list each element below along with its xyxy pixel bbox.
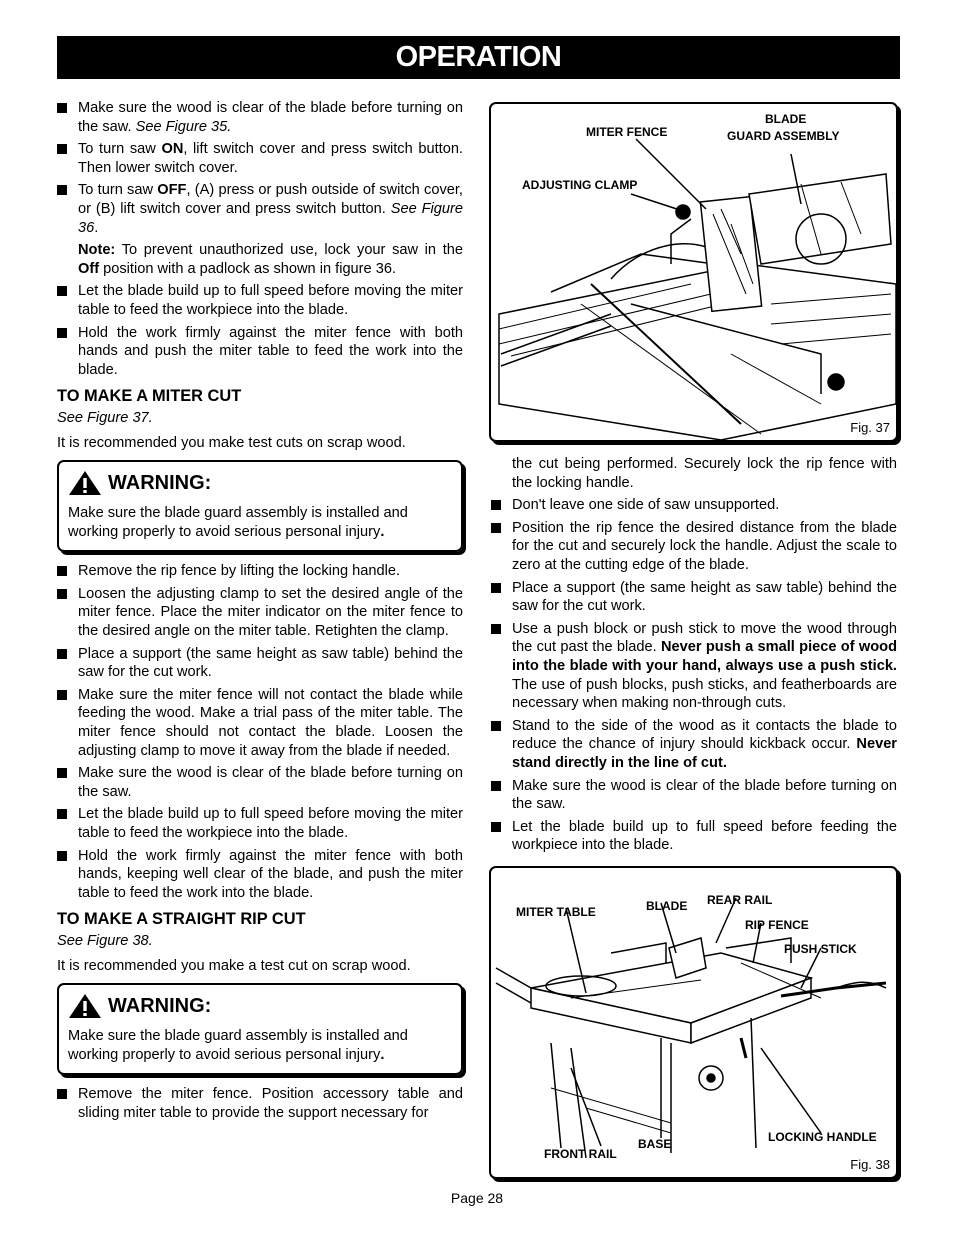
list-item: Loosen the adjusting clamp to set the desired angle of the miter fence. Place the miter indicator on the miter fence to the desired angle on the miter table. Retighten the clamp.	[57, 585, 463, 641]
note: Note: To prevent unauthorized use, lock your saw in the Off position with a padlock as shown in figure 36.	[78, 242, 463, 277]
warning-box	[57, 460, 463, 552]
section-intro: It is recommended you make test cuts on scrap wood.	[57, 434, 406, 451]
label-adjusting-clamp: ADJUSTING CLAMP	[522, 178, 638, 192]
warning-box	[57, 983, 463, 1075]
section-intro: It is recommended you make a test cut on scrap wood.	[57, 957, 411, 974]
section-heading-rip: TO MAKE A STRAIGHT RIP CUT	[57, 910, 306, 929]
warning-title: WARNING:	[108, 994, 212, 1017]
list-item: Make sure the miter fence will not contact the blade while feeding the wood. Make a trial pass of the miter table. The miter fence should not contact the blade. Loosen the adjusting clamp to move it away from the blade if needed.	[57, 686, 463, 760]
warning-title: WARNING:	[108, 471, 212, 494]
label-base: BASE	[638, 1137, 672, 1151]
page-title: OPERATION	[57, 36, 900, 79]
list-item: Remove the rip fence by lifting the locking handle.	[57, 562, 463, 581]
label-blade: BLADE	[765, 112, 807, 126]
miter-cut-illustration	[491, 104, 896, 440]
list-item: Make sure the wood is clear of the blade before turning on the saw. See Figure 35.	[57, 99, 463, 136]
list-item: Let the blade build up to full speed before moving the miter table to feed the workpiece into the blade.	[57, 805, 463, 842]
figure-37	[489, 102, 898, 442]
figure-reference: See Figure 37.	[57, 409, 153, 426]
label-blade: BLADE	[646, 899, 688, 913]
warning-triangle-icon	[68, 470, 102, 496]
list-item: Stand to the side of the wood as it contacts the blade to reduce the chance of injury should kickback occur. Never stand directly in the line of cut.	[491, 717, 897, 773]
list-item: Hold the work firmly against the miter fence with both hands, keeping well clear of the blade, and push the miter table to feed the work into the blade.	[57, 847, 463, 903]
figure-caption: Fig. 38	[850, 1157, 890, 1172]
label-push-stick: PUSH STICK	[784, 942, 857, 956]
label-guard-assembly: GUARD ASSEMBLY	[727, 129, 840, 143]
figure-caption: Fig. 37	[850, 420, 890, 435]
label-front-rail: FRONT RAIL	[544, 1147, 617, 1161]
list-item: Don't leave one side of saw unsupported.	[491, 496, 897, 515]
label-miter-table: MITER TABLE	[516, 905, 596, 919]
list-item: Place a support (the same height as saw table) behind the saw for the cut work.	[57, 645, 463, 682]
list-item: To turn saw OFF, (A) press or push outside of switch cover, or (B) lift switch cover and press switch button. See Figure 36.	[57, 181, 463, 237]
left-column	[57, 99, 463, 1127]
list-item: Use a push block or push stick to move the wood through the cut past the blade. Never push a small piece of wood into the blade with your hand, always use a push stick. The use of push blocks, push sticks, and featherboards are necessary when making non-through cuts.	[491, 620, 897, 713]
list-item: Position the rip fence the desired distance from the blade for the cut and securely lock the handle. Adjust the scale to zero at the cutting edge of the blade.	[491, 519, 897, 575]
list-item: Hold the work firmly against the miter fence with both hands and push the miter table to feed the work into the blade.	[57, 324, 463, 380]
figure-reference: See Figure 38.	[57, 932, 153, 949]
list-item: Make sure the wood is clear of the blade before turning on the saw.	[57, 764, 463, 801]
list-item: Let the blade build up to full speed before feeding the workpiece into the blade.	[491, 818, 897, 855]
label-miter-fence: MITER FENCE	[586, 125, 668, 139]
list-item: Place a support (the same height as saw table) behind the saw for the cut work.	[491, 579, 897, 616]
section-heading-miter: TO MAKE A MITER CUT	[57, 387, 242, 406]
list-item: To turn saw ON, lift switch cover and press switch button. Then lower switch cover.	[57, 140, 463, 177]
list-item-continuation: the cut being performed. Securely lock the rip fence with the locking handle.	[512, 456, 897, 491]
label-rip-fence: RIP FENCE	[745, 918, 809, 932]
list-item: Make sure the wood is clear of the blade before turning on the saw.	[491, 777, 897, 814]
warning-text: Make sure the blade guard assembly is installed and working properly to avoid serious personal injury.	[68, 505, 408, 540]
warning-triangle-icon	[68, 993, 102, 1019]
list-item: Remove the miter fence. Position accessory table and sliding miter table to provide the support necessary for	[57, 1085, 463, 1122]
label-rear-rail: REAR RAIL	[707, 893, 773, 907]
figure-38	[489, 866, 898, 1179]
page-number: Page 28	[450, 1190, 504, 1206]
right-column	[491, 455, 897, 859]
list-item: Let the blade build up to full speed before moving the miter table to feed the workpiece into the blade.	[57, 282, 463, 319]
warning-text: Make sure the blade guard assembly is installed and working properly to avoid serious personal injury.	[68, 1028, 408, 1063]
label-locking-handle: LOCKING HANDLE	[768, 1130, 877, 1144]
